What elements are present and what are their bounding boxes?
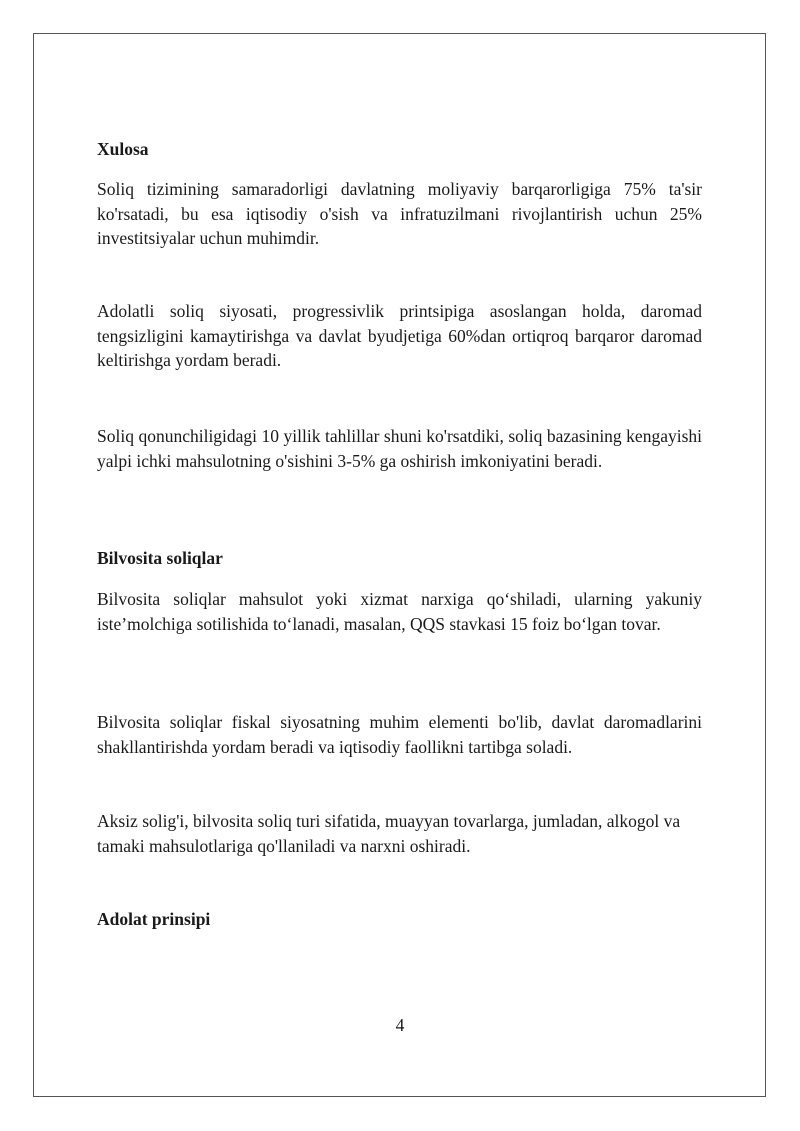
section-heading-xulosa: Xulosa xyxy=(97,139,149,159)
paragraph: Soliq qonunchiligidagi 10 yillik tahlillar shuni ko'rsatdiki, soliq bazasining kengayishi yalpi ichki mahsulotning o'sishini 3-5% ga oshirish imkoniyatini beradi. xyxy=(97,426,702,471)
paragraph: Bilvosita soliqlar mahsulot yoki xizmat narxiga qo‘shiladi, ularning yakuniy iste’molchiga sotilishida to‘lanadi, masalan, QQS stavkasi 15 foiz bo‘lgan tovar. xyxy=(97,589,702,634)
page-number: 4 xyxy=(395,1015,405,1035)
paragraph: Bilvosita soliqlar fiskal siyosatning muhim elementi bo'lib, davlat daromadlarini shakllantirishda yordam beradi va iqtisodiy faollikni tartibga soladi. xyxy=(97,712,702,757)
paragraph: Aksiz solig'i, bilvosita soliq turi sifatida, muayyan tovarlarga, jumladan, alkogol va tamaki mahsulotlariga qo'llaniladi va narxni oshiradi. xyxy=(97,811,681,856)
section-heading-bilvosita-soliqlar: Bilvosita soliqlar xyxy=(97,548,223,568)
section-heading-adolat-prinsipi: Adolat prinsipi xyxy=(97,909,211,929)
paragraph: Soliq tizimining samaradorligi davlatning moliyaviy barqarorligiga 75% ta'sir ko'rsatadi, bu esa iqtisodiy o'sish va infratuzilmani rivojlantirish uchun 25% investitsiyalar uchun muhimdir. xyxy=(97,179,702,248)
paragraph: Adolatli soliq siyosati, progressivlik printsipiga asoslangan holda, daromad tengsizligini kamaytirishga va davlat byudjetiga 60%dan ortiqroq barqaror daromad keltirishga yordam beradi. xyxy=(97,301,702,370)
